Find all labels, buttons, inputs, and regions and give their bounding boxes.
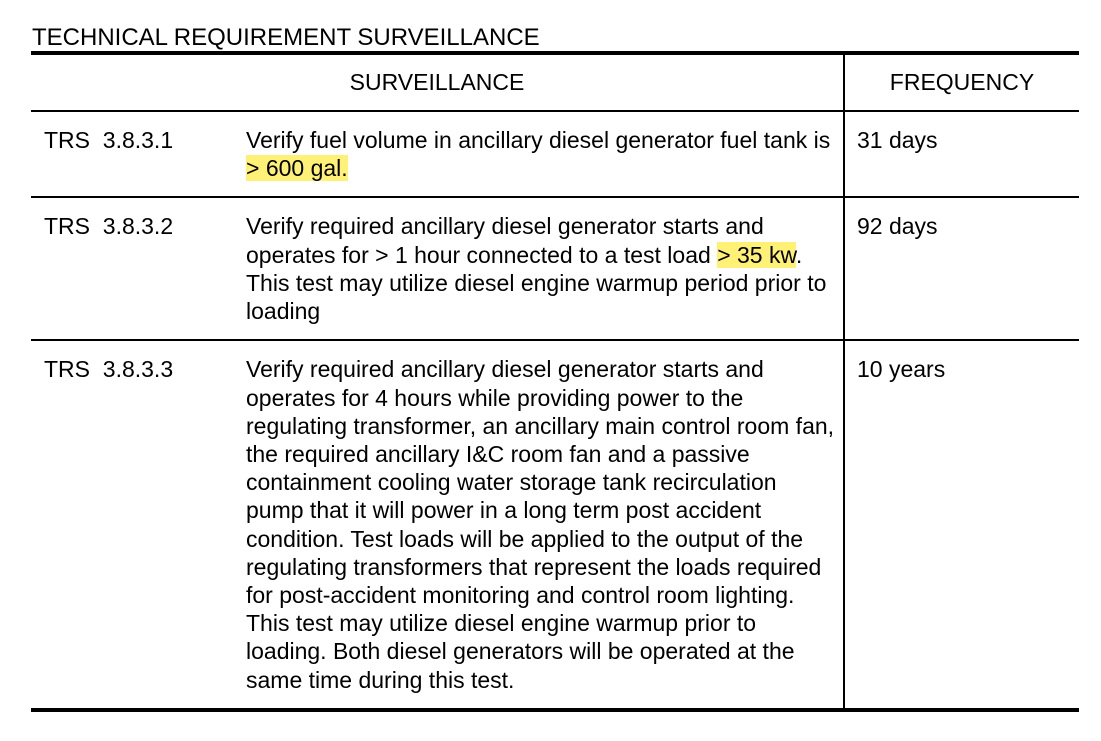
requirement-text-part: Verify required ancillary diesel generator starts and operates for > 1 hour connected to a test load: [246, 213, 764, 268]
table-row: [31, 111, 1079, 197]
requirement-text-part: Verify fuel volume in ancillary diesel generator fuel tank is: [246, 127, 831, 153]
surveillance-table: [31, 51, 1079, 712]
frequency-value: 31 days: [857, 127, 938, 153]
requirement-text: [246, 212, 843, 325]
frequency-cell: [844, 340, 1079, 709]
surveillance-column-header: SURVEILLANCE: [31, 53, 844, 111]
frequency-value: 10 years: [857, 356, 946, 383]
requirement-text: [246, 355, 843, 693]
table-header-row: [31, 53, 1079, 111]
highlighted-value: > 35 kw: [717, 241, 796, 268]
surveillance-cell: [31, 197, 844, 340]
table-row: [31, 340, 1079, 709]
frequency-cell: [844, 197, 1079, 340]
frequency-value: 92 days: [857, 213, 938, 240]
document-title: TECHNICAL REQUIREMENT SURVEILLANCE: [32, 24, 540, 51]
surveillance-cell: [31, 111, 844, 197]
requirement-text-part: Verify required ancillary diesel generator starts and operates for 4 hours while providing power to the regulating transformer, an ancillary main control room fan, the required ancillary I&C room fan and a passive containment cooling water storage tank recirculation pump that it will power in a long term post accident condition. Test loads will be applied to the output of the regulating transformers that represent the loads required for post-accident monitoring and control room lighting. This test may utilize diesel engine warmup prior to loading. Both diesel generators will be operated at the same time during this test.: [246, 356, 835, 693]
requirement-text: [246, 126, 843, 182]
requirement-text-part: . This test may utilize diesel engine warmup period prior to loading: [246, 241, 827, 325]
table-row: [31, 197, 1079, 340]
requirement-id: TRS 3.8.3.2: [44, 213, 174, 240]
requirement-id: TRS 3.8.3.1: [44, 127, 174, 153]
surveillance-cell: [31, 340, 844, 709]
frequency-cell: [844, 111, 1079, 197]
frequency-column-header: FREQUENCY: [844, 53, 1079, 111]
requirement-id: TRS 3.8.3.3: [44, 356, 174, 383]
highlighted-value: > 600 gal.: [246, 155, 348, 182]
